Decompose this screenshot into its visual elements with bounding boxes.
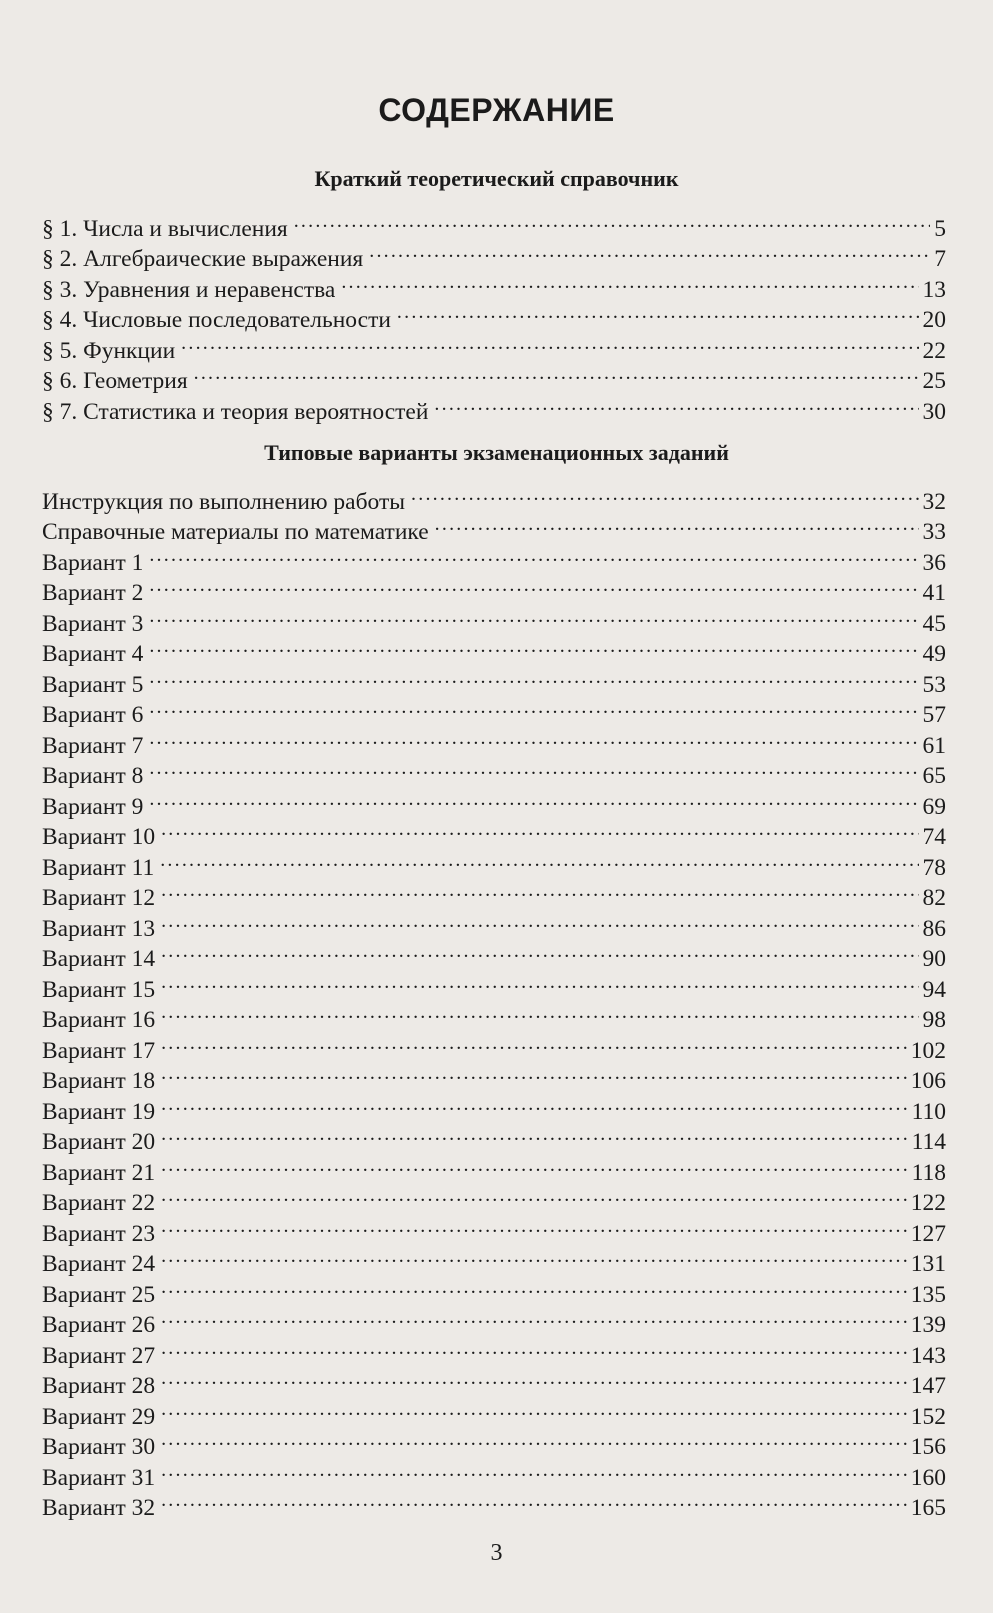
toc-entry-page: 131: [910, 1251, 946, 1277]
toc-entry-title: Вариант 6: [42, 702, 144, 728]
toc-entry: [42, 1302, 946, 1338]
toc-entry-page: 78: [922, 854, 946, 881]
toc-entry-title: Вариант 31: [42, 1464, 156, 1491]
toc-entry-title: Вариант 32: [42, 1495, 156, 1521]
dot-leader: [161, 1302, 907, 1333]
toc-entry-page: 106: [910, 1068, 946, 1094]
toc-entry-page: 36: [922, 549, 946, 576]
toc-entry-page: 98: [922, 1007, 946, 1033]
toc-entry-page: 22: [922, 337, 946, 364]
toc-entry: [42, 631, 946, 667]
toc-entry: [42, 844, 946, 881]
toc-entry-page: 94: [922, 976, 946, 1003]
toc-entry-page: 45: [922, 610, 946, 637]
toc-entry-title: § 3. Уравнения и неравенства: [42, 276, 336, 303]
toc-entry: [42, 1485, 946, 1521]
toc-entry-page: 118: [911, 1159, 946, 1186]
toc-entry-page: 143: [910, 1342, 946, 1369]
toc-entry-page: 61: [922, 732, 946, 759]
dot-leader: [161, 1119, 908, 1150]
toc-entry-page: 33: [922, 519, 946, 545]
dot-leader: [161, 1088, 908, 1119]
dot-leader: [161, 1485, 907, 1516]
toc-entry-title: § 1. Числа и вычисления: [42, 215, 288, 242]
toc-entry: [42, 997, 946, 1033]
dot-leader: [161, 1180, 907, 1211]
toc-entry: [42, 1210, 946, 1247]
toc-entry: [42, 539, 946, 576]
dot-leader: [194, 358, 919, 389]
toc-entry: [42, 1424, 946, 1460]
toc-entry-page: 30: [922, 398, 946, 425]
toc-entry-title: Вариант 28: [42, 1373, 156, 1399]
toc-entry: [42, 1027, 946, 1064]
dot-leader: [161, 1058, 907, 1089]
toc-entry-title: Вариант 4: [42, 641, 144, 667]
dot-leader: [161, 1424, 907, 1455]
dot-leader: [149, 783, 918, 814]
section-heading-variants: Типовые варианты экзаменационных заданий: [264, 440, 729, 465]
toc-entry-page: 74: [922, 824, 946, 850]
toc-entry: [42, 1119, 946, 1155]
toc-entry-title: Вариант 1: [42, 549, 144, 576]
dot-leader: [161, 1271, 907, 1302]
toc-entry-title: Вариант 29: [42, 1403, 156, 1430]
toc-entry-title: Вариант 5: [42, 671, 144, 698]
toc-entry-page: 127: [910, 1220, 946, 1247]
dot-leader: [149, 661, 918, 692]
toc-entry-title: Вариант 8: [42, 763, 144, 789]
toc-entry: [42, 936, 946, 972]
toc-entry-title: Вариант 25: [42, 1281, 156, 1308]
toc-entry-title: Вариант 9: [42, 793, 144, 820]
toc-entry: [42, 1332, 946, 1369]
toc-entry-title: Вариант 12: [42, 885, 156, 911]
toc-entry: [42, 1454, 946, 1491]
dot-leader: [149, 539, 918, 570]
dot-leader: [294, 205, 931, 236]
dot-leader: [161, 1363, 907, 1394]
dot-leader: [161, 905, 918, 936]
toc-entry-page: 57: [922, 702, 946, 728]
toc-entry-page: 110: [911, 1098, 946, 1125]
toc-entry-page: 41: [922, 580, 946, 606]
dot-leader: [411, 478, 918, 509]
toc-entry-title: Инструкция по выполнению работы: [42, 488, 406, 515]
toc-list-reference: [42, 205, 946, 425]
dot-leader: [161, 936, 918, 967]
toc-entry-page: 165: [910, 1495, 946, 1521]
toc-entry-page: 65: [922, 763, 946, 789]
dot-leader: [161, 997, 918, 1028]
dot-leader: [161, 1027, 907, 1058]
toc-entry-title: Вариант 19: [42, 1098, 156, 1125]
toc-entry-page: 147: [910, 1373, 946, 1399]
toc-entry: [42, 600, 946, 637]
toc-entry-page: 139: [910, 1312, 946, 1338]
toc-entry-title: Вариант 11: [42, 854, 155, 881]
toc-entry: [42, 1088, 946, 1125]
toc-entry: [42, 1180, 946, 1216]
toc-entry-title: Вариант 26: [42, 1312, 156, 1338]
toc-entry-title: § 5. Функции: [42, 337, 176, 364]
toc-entry-page: 156: [910, 1434, 946, 1460]
dot-leader: [341, 266, 918, 297]
page-number: 3: [490, 1540, 503, 1566]
toc-entry-title: Справочные материалы по математике: [42, 519, 429, 545]
toc-entry: [42, 478, 946, 515]
toc-entry-title: Вариант 13: [42, 915, 156, 942]
toc-entry-page: 82: [922, 885, 946, 911]
dot-leader: [161, 1332, 907, 1363]
toc-entry-page: 13: [922, 276, 946, 303]
toc-entry-title: Вариант 21: [42, 1159, 156, 1186]
toc-entry-page: 122: [910, 1190, 946, 1216]
toc-entry: [42, 722, 946, 759]
toc-entry-page: 20: [922, 307, 946, 333]
toc-entry-title: Вариант 18: [42, 1068, 156, 1094]
toc-entry-title: Вариант 16: [42, 1007, 156, 1033]
toc-entry-page: 69: [922, 793, 946, 820]
toc-entry: [42, 1058, 946, 1094]
dot-leader: [149, 570, 918, 601]
dot-leader: [149, 600, 918, 631]
toc-entry-title: § 6. Геометрия: [42, 368, 188, 394]
toc-entry-page: 53: [922, 671, 946, 698]
toc-entry-title: Вариант 30: [42, 1434, 156, 1460]
dot-leader: [434, 388, 918, 419]
dot-leader: [149, 722, 918, 753]
toc-entry-page: 5: [934, 215, 946, 242]
toc-entry-title: Вариант 20: [42, 1129, 156, 1155]
dot-leader: [160, 844, 918, 875]
toc-entry-title: Вариант 7: [42, 732, 144, 759]
toc-entry-page: 114: [911, 1129, 946, 1155]
toc-entry-page: 160: [910, 1464, 946, 1491]
toc-entry-title: Вариант 24: [42, 1251, 156, 1277]
toc-entry: [42, 905, 946, 942]
toc-entry: [42, 661, 946, 698]
dot-leader: [161, 1149, 908, 1180]
dot-leader: [397, 297, 919, 328]
dot-leader: [435, 509, 919, 540]
toc-entry: [42, 205, 946, 242]
toc-entry-page: 49: [922, 641, 946, 667]
toc-entry-title: Вариант 2: [42, 580, 144, 606]
toc-entry-title: Вариант 17: [42, 1037, 156, 1064]
dot-leader: [149, 631, 918, 662]
toc-entry-title: § 7. Статистика и теория вероятностей: [42, 398, 429, 425]
dot-leader: [149, 692, 918, 723]
toc-entry: [42, 1271, 946, 1308]
toc-list-variants: [42, 478, 946, 1521]
toc-entry-title: § 4. Числовые последовательности: [42, 307, 391, 333]
toc-entry-title: Вариант 15: [42, 976, 156, 1003]
toc-entry-title: Вариант 23: [42, 1220, 156, 1247]
toc-entry-title: Вариант 27: [42, 1342, 156, 1369]
toc-entry-page: 90: [922, 946, 946, 972]
toc-entry: [42, 814, 946, 850]
dot-leader: [181, 327, 918, 358]
toc-entry-page: 152: [910, 1403, 946, 1430]
toc-entry-page: 86: [922, 915, 946, 942]
toc-entry-title: Вариант 3: [42, 610, 144, 637]
dot-leader: [161, 1454, 907, 1485]
toc-entry: [42, 1149, 946, 1186]
toc-entry-page: 135: [910, 1281, 946, 1308]
toc-entry-page: 102: [910, 1037, 946, 1064]
dot-leader: [161, 814, 918, 845]
toc-entry: [42, 570, 946, 606]
dot-leader: [161, 1393, 907, 1424]
dot-leader: [161, 1210, 907, 1241]
toc-entry: [42, 875, 946, 911]
toc-entry-title: Вариант 22: [42, 1190, 156, 1216]
toc-entry: [42, 753, 946, 789]
page-title: СОДЕРЖАНИЕ: [378, 92, 615, 128]
dot-leader: [149, 753, 918, 784]
toc-entry: [42, 966, 946, 1003]
section-heading-reference: Краткий теоретический справочник: [314, 166, 679, 191]
dot-leader: [161, 966, 918, 997]
toc-entry: [42, 1363, 946, 1399]
toc-entry-title: § 2. Алгебраические выражения: [42, 246, 364, 272]
toc-entry-title: Вариант 10: [42, 824, 156, 850]
toc-entry: [42, 1241, 946, 1277]
toc-entry-page: 7: [934, 246, 946, 272]
dot-leader: [161, 875, 918, 906]
dot-leader: [369, 236, 930, 267]
toc-entry-page: 25: [922, 368, 946, 394]
toc-entry: [42, 783, 946, 820]
toc-entry: [42, 1393, 946, 1430]
dot-leader: [161, 1241, 907, 1272]
toc-entry-page: 32: [922, 488, 946, 515]
toc-entry: [42, 692, 946, 728]
toc-entry-title: Вариант 14: [42, 946, 156, 972]
